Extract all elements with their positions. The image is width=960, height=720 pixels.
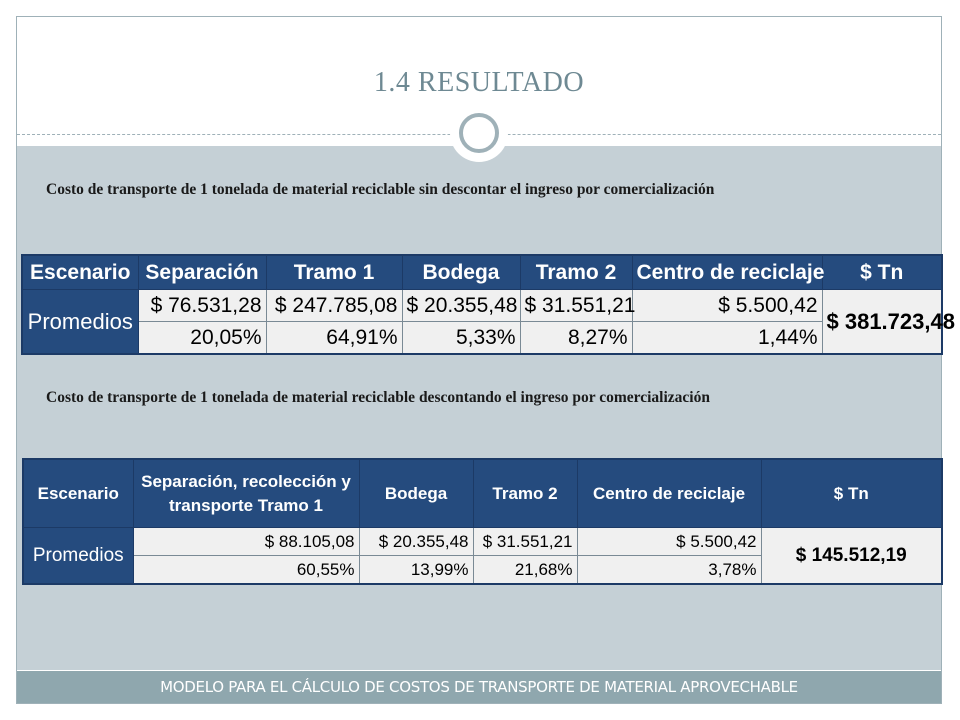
percent-bodega: 13,99%: [359, 556, 473, 585]
row-label-promedios: Promedios: [22, 290, 138, 355]
content-area: [17, 146, 941, 670]
header-escenario: Escenario: [23, 459, 133, 528]
percent-separacion: 20,05%: [138, 322, 266, 355]
description-without-discount: Costo de transporte de 1 tonelada de material reciclable sin descontar el ingreso por comercialización: [46, 181, 715, 198]
table-row: [23, 528, 942, 556]
percent-tramo-2: 21,68%: [473, 556, 577, 585]
cost-centro-reciclaje: $ 5.500,42: [577, 528, 761, 556]
table-header-row: [22, 255, 942, 290]
description-with-discount: Costo de transporte de 1 tonelada de material reciclable descontando el ingreso por comercialización: [46, 389, 710, 406]
footer-text: MODELO PARA EL CÁLCULO DE COSTOS DE TRANSPORTE DE MATERIAL APROVECHABLE: [160, 678, 798, 696]
cost-tramo-2: $ 31.551,21: [473, 528, 577, 556]
header-separacion: Separación: [138, 255, 266, 290]
header-escenario: Escenario: [22, 255, 138, 290]
total-per-ton: $ 381.723,48: [822, 290, 942, 355]
percent-tramo-1: 64,91%: [266, 322, 402, 355]
header-centro-reciclaje: Centro de reciclaje: [577, 459, 761, 528]
total-per-ton: $ 145.512,19: [761, 528, 942, 585]
table-row: [22, 322, 942, 355]
cost-tramo-1: $ 247.785,08: [266, 290, 402, 322]
header-tramo-1: Tramo 1: [266, 255, 402, 290]
decorative-ring: [450, 104, 508, 162]
results-table-with-discount: [22, 458, 943, 585]
header-tramo-2: Tramo 2: [520, 255, 632, 290]
percent-centro-reciclaje: 3,78%: [577, 556, 761, 585]
header-centro-reciclaje: Centro de reciclaje: [632, 255, 822, 290]
cost-separacion-tramo-1: $ 88.105,08: [133, 528, 359, 556]
header-tn: $ Tn: [822, 255, 942, 290]
cost-bodega: $ 20.355,48: [359, 528, 473, 556]
percent-separacion-tramo-1: 60,55%: [133, 556, 359, 585]
row-label-promedios: Promedios: [23, 528, 133, 585]
percent-bodega: 5,33%: [402, 322, 520, 355]
cost-separacion: $ 76.531,28: [138, 290, 266, 322]
ring-inner: [459, 113, 499, 153]
footer-bar: [17, 671, 941, 703]
header-tramo-2: Tramo 2: [473, 459, 577, 528]
slide-title: 1.4 RESULTADO: [373, 67, 585, 98]
cost-tramo-2: $ 31.551,21: [520, 290, 632, 322]
cost-bodega: $ 20.355,48: [402, 290, 520, 322]
table-header-row: [23, 459, 942, 528]
cost-centro-reciclaje: $ 5.500,42: [632, 290, 822, 322]
table-row: [22, 290, 942, 322]
percent-tramo-2: 8,27%: [520, 322, 632, 355]
header-separacion-recoleccion-tramo-1: Separación, recolección y transporte Tramo 1: [133, 459, 359, 528]
percent-centro-reciclaje: 1,44%: [632, 322, 822, 355]
header-bodega: Bodega: [359, 459, 473, 528]
header-tn: $ Tn: [761, 459, 942, 528]
results-table-without-discount: [21, 254, 955, 355]
header-bodega: Bodega: [402, 255, 520, 290]
